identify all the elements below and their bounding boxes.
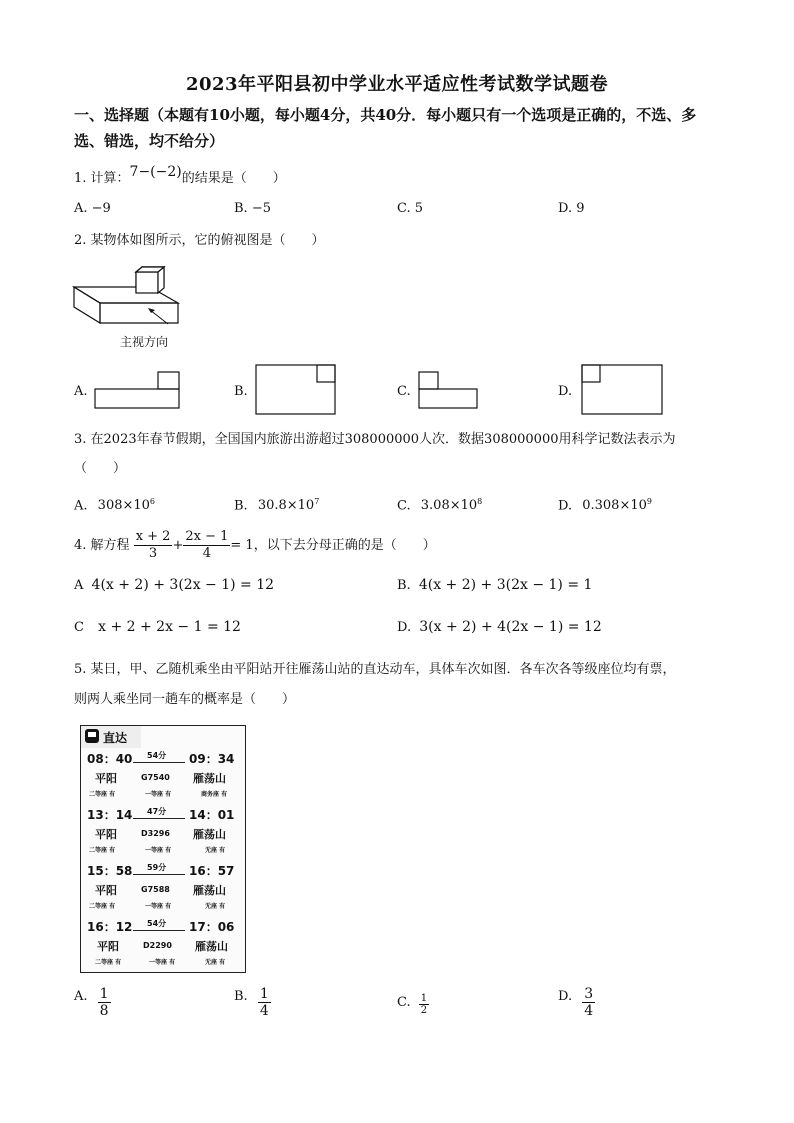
q4-frac2-denominator: 4	[202, 546, 212, 561]
q5-d-denominator: 4	[584, 1003, 594, 1019]
schedule-header-label: 直达	[103, 731, 128, 745]
q3-option-b-exp: 7	[314, 497, 320, 506]
question-5-line1: 5. 某日，甲、乙随机乘坐由平阳站开往雁荡山站的直达动车，具体车次如图．各车次各等级座位均有票，	[74, 662, 676, 677]
q4-option-a[interactable]	[74, 577, 274, 593]
seat-class-1: 二等座 有	[95, 959, 122, 966]
q4-stem-prefix: 4. 解方程	[74, 538, 130, 553]
question-3-line1: 3. 在2023年春节假期，全国国内旅游出游超过308000000人次．数据308000000用科学记数法表示为	[74, 432, 676, 447]
q3-option-d-base: 0.308×10	[582, 498, 647, 514]
q4-option-d-expr: 3(x + 2) + 4(2x − 1) = 12	[419, 619, 602, 635]
q4-option-d-label: D.	[397, 620, 412, 635]
train-schedule-image	[80, 725, 246, 973]
q4-option-c-expr: x + 2 + 2x − 1 = 12	[98, 619, 241, 635]
q2-option-b[interactable]: B.	[234, 384, 248, 399]
q5-c-numerator: 1	[420, 993, 428, 1004]
duration: 54分	[147, 751, 167, 760]
q3-option-a[interactable]	[74, 497, 155, 513]
train-code: D3296	[141, 829, 170, 838]
to-station: 雁荡山	[193, 828, 226, 841]
duration: 47分	[147, 807, 167, 816]
q1-stem-prefix: 1. 计算：	[74, 171, 130, 186]
q4-frac2-numerator: 2x − 1	[185, 529, 229, 544]
to-station: 雁荡山	[193, 884, 226, 897]
q1-option-b[interactable]: B. −5	[234, 201, 271, 216]
view-direction-label: 主视方向	[120, 335, 169, 349]
q5-option-a-fraction	[98, 986, 111, 1019]
q4-option-b-label: B.	[397, 578, 411, 593]
from-station: 平阳	[95, 772, 117, 785]
q3-option-c-base: 3.08×10	[420, 498, 478, 514]
q5-b-numerator: 1	[259, 986, 269, 1002]
question-5-line2: 则两人乘坐同一趟车的概率是（ ）	[74, 692, 296, 707]
train-code: G7588	[141, 885, 170, 894]
q5-option-c-label: C.	[397, 995, 411, 1010]
from-station: 平阳	[95, 884, 117, 897]
question-1	[74, 164, 286, 189]
arrival-time: 17：06	[189, 920, 235, 934]
q3-option-b[interactable]	[234, 497, 319, 513]
q4-option-c-label: C	[74, 620, 84, 635]
seat-class-3: 无座 有	[205, 903, 226, 910]
q3-option-a-base: 308×10	[97, 498, 150, 514]
from-station: 平阳	[97, 940, 119, 953]
q2-option-c-figure	[418, 371, 480, 411]
departure-time: 16：12	[87, 920, 133, 934]
q5-option-c-fraction	[419, 993, 429, 1016]
q5-option-a-label: A.	[74, 989, 88, 1004]
q4-stem-suffix: ，以下去分母正确的是（ ）	[253, 538, 436, 553]
q1-option-a[interactable]: A. −9	[74, 201, 111, 216]
question-4	[74, 528, 436, 564]
q2-option-a-figure	[94, 371, 184, 411]
seat-class-1: 二等座 有	[89, 791, 116, 798]
q4-frac1-numerator: x + 2	[135, 529, 171, 544]
duration: 59分	[147, 863, 167, 872]
q4-option-c[interactable]	[74, 619, 241, 635]
arrival-time: 14：01	[189, 808, 235, 822]
train-code: D2290	[143, 941, 172, 950]
q5-b-denominator: 4	[259, 1003, 269, 1019]
q4-option-d[interactable]	[397, 619, 602, 635]
arrival-time: 16：57	[189, 864, 235, 878]
seat-class-2: 一等座 有	[145, 791, 172, 798]
seat-class-3: 无座 有	[205, 959, 226, 966]
q3-option-c[interactable]	[397, 497, 482, 513]
arrival-time: 09：34	[189, 752, 235, 766]
q3-option-d-label: D.	[558, 498, 573, 514]
page-title: 2023年平阳县初中学业水平适应性考试数学试题卷	[185, 74, 609, 95]
from-station: 平阳	[95, 828, 117, 841]
route-arrow	[133, 874, 185, 875]
q2-option-a[interactable]: A.	[74, 384, 88, 399]
q3-option-c-label: C.	[397, 498, 411, 514]
q5-option-b[interactable]	[234, 986, 271, 1019]
departure-time: 13：14	[87, 808, 133, 822]
route-arrow	[133, 762, 185, 763]
q5-c-denominator: 2	[420, 1005, 428, 1016]
q5-a-numerator: 1	[99, 986, 109, 1002]
seat-class-1: 二等座 有	[89, 847, 116, 854]
duration: 54分	[147, 919, 167, 928]
q5-option-d-fraction	[582, 986, 595, 1019]
q2-option-d[interactable]: D.	[558, 384, 573, 399]
to-station: 雁荡山	[195, 940, 228, 953]
q5-d-numerator: 3	[584, 986, 594, 1002]
question-2: 2. 某物体如图所示，它的俯视图是（ ）	[74, 233, 325, 248]
q5-option-a[interactable]	[74, 986, 111, 1019]
q4-option-b[interactable]	[397, 577, 592, 593]
q4-plus: +	[172, 538, 184, 553]
seat-class-2: 一等座 有	[149, 959, 176, 966]
section-heading: 一、选择题（本题有10小题，每小题4分，共40分．每小题只有一个选项是正确的，不选、多选、错选，均不给分）	[74, 106, 697, 150]
q2-option-c[interactable]: C.	[397, 384, 411, 399]
q5-option-d[interactable]	[558, 986, 595, 1019]
q4-option-a-label: A	[74, 578, 84, 593]
q5-a-denominator: 8	[99, 1003, 109, 1019]
q3-option-b-label: B.	[234, 498, 248, 514]
q5-option-c[interactable]	[397, 993, 429, 1016]
q4-option-a-expr: 4(x + 2) + 3(2x − 1) = 12	[91, 577, 275, 593]
q5-option-b-label: B.	[234, 989, 248, 1004]
q5-option-d-label: D.	[558, 989, 573, 1004]
q4-frac1-denominator: 3	[148, 546, 158, 561]
question-3-line2: （ ）	[74, 461, 127, 476]
q3-option-d[interactable]	[558, 497, 652, 513]
q1-expression: 7−(−2)	[129, 164, 182, 180]
q3-option-c-exp: 8	[477, 497, 483, 506]
seat-class-2: 一等座 有	[145, 903, 172, 910]
q1-option-c[interactable]: C. 5	[397, 201, 424, 216]
q3-option-d-exp: 9	[646, 497, 652, 506]
departure-time: 08：40	[87, 752, 133, 766]
schedule-header	[81, 726, 141, 748]
train-code: G7540	[141, 773, 170, 782]
departure-time: 15：58	[87, 864, 133, 878]
seat-class-3: 无座 有	[205, 847, 226, 854]
seat-class-3: 商务座 有	[201, 791, 228, 798]
train-icon	[85, 729, 99, 743]
q3-option-b-base: 30.8×10	[257, 498, 315, 514]
seat-class-1: 二等座 有	[89, 903, 116, 910]
q4-fraction-2	[183, 529, 230, 562]
q4-fraction-1	[134, 529, 173, 562]
q2-option-d-figure	[581, 364, 665, 416]
solid-object-figure	[68, 262, 188, 332]
q5-option-b-fraction	[258, 986, 271, 1019]
seat-class-2: 一等座 有	[145, 847, 172, 854]
q1-option-d[interactable]: D. 9	[558, 201, 585, 216]
q3-option-a-label: A.	[74, 498, 88, 514]
route-arrow	[133, 818, 185, 819]
q4-option-b-expr: 4(x + 2) + 3(2x − 1) = 1	[418, 577, 593, 593]
route-arrow	[133, 930, 185, 931]
q3-option-a-exp: 6	[149, 497, 156, 506]
q4-equals: = 1	[230, 538, 254, 553]
q2-option-b-figure	[255, 364, 337, 416]
to-station: 雁荡山	[193, 772, 226, 785]
q1-stem-suffix: 的结果是（ ）	[181, 171, 286, 186]
